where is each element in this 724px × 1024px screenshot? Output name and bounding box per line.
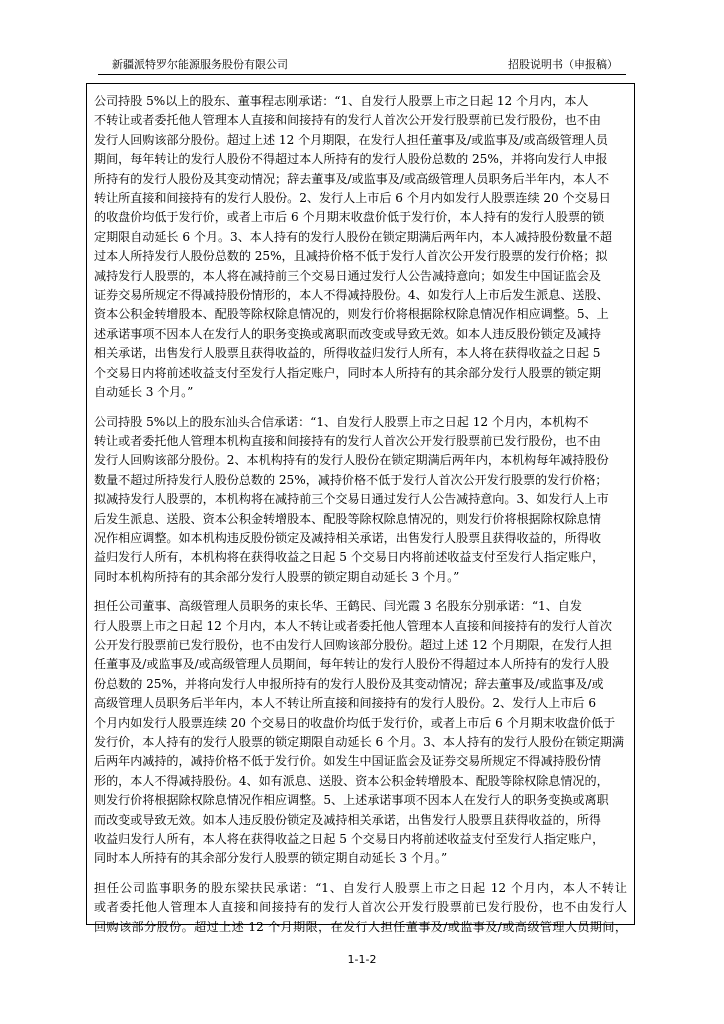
paragraph-line: 定期限自动延长 6 个月。3、本人持有的发行人股份在锁定期满后两年内，本人减持股份数量不超 [94, 229, 612, 244]
paragraph-line: 收益归发行人所有，本人将在获得收益之日起 5 个交易日内将前述收益支付至发行人指定账户， [94, 832, 605, 847]
paragraph-line: 个交易日内将前述收益支付至发行人指定账户，同时本人所持有的其余部分发行人股票的锁定期 [94, 365, 601, 380]
paragraph-line: 高级管理人员职务后半年内，本人不转让所直接和间接持有的发行人股份。2、发行人上市后 6 [94, 696, 596, 711]
paragraph-line: 发行人回购该部分股份。超过上述 12 个月期限，在发行人担任董事及/或监事及/或高级管理人员 [94, 132, 608, 147]
page-number: 1-1-2 [347, 953, 377, 966]
page-header [98, 56, 626, 75]
paragraph-line: 拟减持发行人股票的，本机构将在减持前三个交易日通过发行人公告减持意向。3、如发行人上市 [94, 492, 609, 507]
paragraph-line: 同时本人所持有的其余部分发行人股票的锁定期自动延长 3 个月。” [94, 851, 448, 866]
paragraph-line: 资本公积金转增股本、配股等除权除息情况的，则发行价将根据除权除息情况作相应调整。5、上 [94, 307, 609, 322]
paragraph-line: 相关承诺，出售发行人股票且获得收益的，所得收益归发行人所有，本人将在获得收益之日起 5 [94, 346, 601, 361]
paragraph-line: 行人股票上市之日起 12 个月内，本人不转让或者委托他人管理本人直接和间接持有的发行人首次 [94, 618, 612, 633]
paragraph-line: 数量不超过所持发行人股份总数的 25%，减持价格不低于发行人首次公开发行股票的发行价格； [94, 472, 608, 487]
paragraph-line: 公开发行股票前已发行股份，也不由发行人回购该部分股份。超过上述 12 个月期限，在发行人担 [94, 637, 612, 652]
paragraph-line: 所持有的发行人股份及其变动情况；辞去董事及/或监事及/或高级管理人员职务后半年内，本人不 [94, 171, 610, 186]
paragraph-line: 公司持股 5%以上的股东汕头合信承诺：“1、自发行人股票上市之日起 12 个月内，本机构不 [94, 414, 589, 429]
paragraph-line: 担任公司董事、高级管理人员职务的束长华、王鹤民、闫光霞 3 名股东分别承诺：“1、自发 [94, 599, 582, 614]
paragraph-line: 证券交易所规定不得减持股份情形的，本人不得减持股份。4、如发行人上市后发生派息、送股、 [94, 288, 609, 303]
paragraph-line: 述承诺事项不因本人在发行人的职务变换或离职而改变或导致无效。如本人违反股份锁定及减持 [94, 326, 601, 341]
paragraph-line: 自动延长 3 个月。” [94, 385, 194, 400]
paragraph-line: 个月内如发行人股票连续 20 个交易日的收盘价均低于发行价，或者上市后 6 个月期末收盘价低于 [94, 715, 616, 730]
paragraph-line: 担任公司监事职务的股东梁扶民承诺：“1、自发行人股票上市之日起 12 个月内，本人不转让 [94, 880, 627, 895]
paragraph-line: 期间，每年转让的发行人股份不得超过本人所持有的发行人股份总数的 25%，并将向发行人申报 [94, 152, 608, 167]
body-paragraph [87, 597, 634, 869]
paragraph-line: 则发行价将根据除权除息情况作相应调整。5、上述承诺事项不因本人在发行人的职务变换或离职 [94, 793, 609, 808]
paragraph-gap [87, 869, 634, 879]
paragraph-line: 而改变或导致无效。如本人违反股份锁定及减持相关承诺，出售发行人股票且获得收益的，所得 [94, 812, 601, 827]
paragraph-line: 或者委托他人管理本人直接和间接持有的发行人首次公开发行股票前已发行股份，也不由发行人 [94, 900, 627, 915]
paragraph-line: 回购该部分股份。超过上述 12 个月期限，在发行人担任董事及/或监事及/或高级管理人员期间， [94, 919, 627, 934]
paragraph-line: 况作相应调整。如本机构违反股份锁定及减持相关承诺，出售发行人股票且获得收益的，所得收 [94, 530, 601, 545]
paragraph-line: 份总数的 25%，并将向发行人申报所持有的发行人股份及其变动情况；辞去董事及/或监事及/或 [94, 676, 604, 691]
paragraph-gap [87, 403, 634, 413]
header-document-type: 招股说明书（申报稿） [508, 58, 618, 71]
paragraph-line: 后发生派息、送股、资本公积金转增股本、配股等除权除息情况的，则发行价将根据除权除息情 [94, 511, 601, 526]
body-paragraph [87, 413, 634, 588]
paragraph-line: 益归发行人所有，本机构将在获得收益之日起 5 个交易日内将前述收益支付至发行人指定账户， [94, 550, 605, 565]
paragraph-line: 任董事及/或监事及/或高级管理人员期间，每年转让的发行人股份不得超过本人所持有的发行人股 [94, 657, 610, 672]
header-company-name: 新疆派特罗尔能源服务股份有限公司 [112, 58, 288, 71]
paragraph-line: 同时本机构所持有的其余部分发行人股票的锁定期自动延长 3 个月。” [94, 569, 460, 584]
paragraph-line: 发行价，本人持有的发行人股票的锁定期限自动延长 6 个月。3、本人持有的发行人股份在锁定期满 [94, 735, 625, 749]
paragraph-line: 过本人所持发行人股份总数的 25%，且减持价格不低于发行人首次公开发行股票的发行价格；拟 [94, 249, 608, 264]
paragraph-line: 形的，本人不得减持股份。4、如有派息、送股、资本公积金转增股本、配股等除权除息情况的， [94, 773, 609, 788]
paragraph-line: 不转让或者委托他人管理本人直接和间接持有的发行人首次公开发行股票前已发行股份，也不由 [94, 113, 601, 128]
body-paragraph [87, 92, 634, 403]
paragraph-line: 转让或者委托他人管理本机构直接和间接持有的发行人首次公开发行股票前已发行股份，也不由 [94, 433, 601, 448]
body-paragraph [87, 879, 634, 937]
document-body [87, 92, 634, 937]
paragraph-line: 公司持股 5%以上的股东、董事程志刚承诺：“1、自发行人股票上市之日起 12 个月内，本人 [94, 94, 589, 108]
paragraph-line: 减持发行人股票的，本人将在减持前三个交易日通过发行人公告减持意向；如发生中国证监会及 [94, 268, 601, 283]
paragraph-line: 转让所直接和间接持有的发行人股份。2、发行人上市后 6 个月内如发行人股票连续 20 个交易日 [94, 191, 611, 206]
paragraph-line: 发行人回购该部分股份。2、本机构持有的发行人股份在锁定期满后两年内，本机构每年减持股份 [94, 453, 609, 468]
paragraph-line: 的收盘价均低于发行价，或者上市后 6 个月期末收盘价低于发行价，本人持有的发行人股票的锁 [94, 210, 605, 225]
paragraph-line: 后两年内减持的，减持价格不低于发行价。如发生中国证监会及证券交易所规定不得减持股份情 [94, 754, 601, 769]
content-frame [86, 83, 635, 934]
paragraph-gap [87, 587, 634, 597]
